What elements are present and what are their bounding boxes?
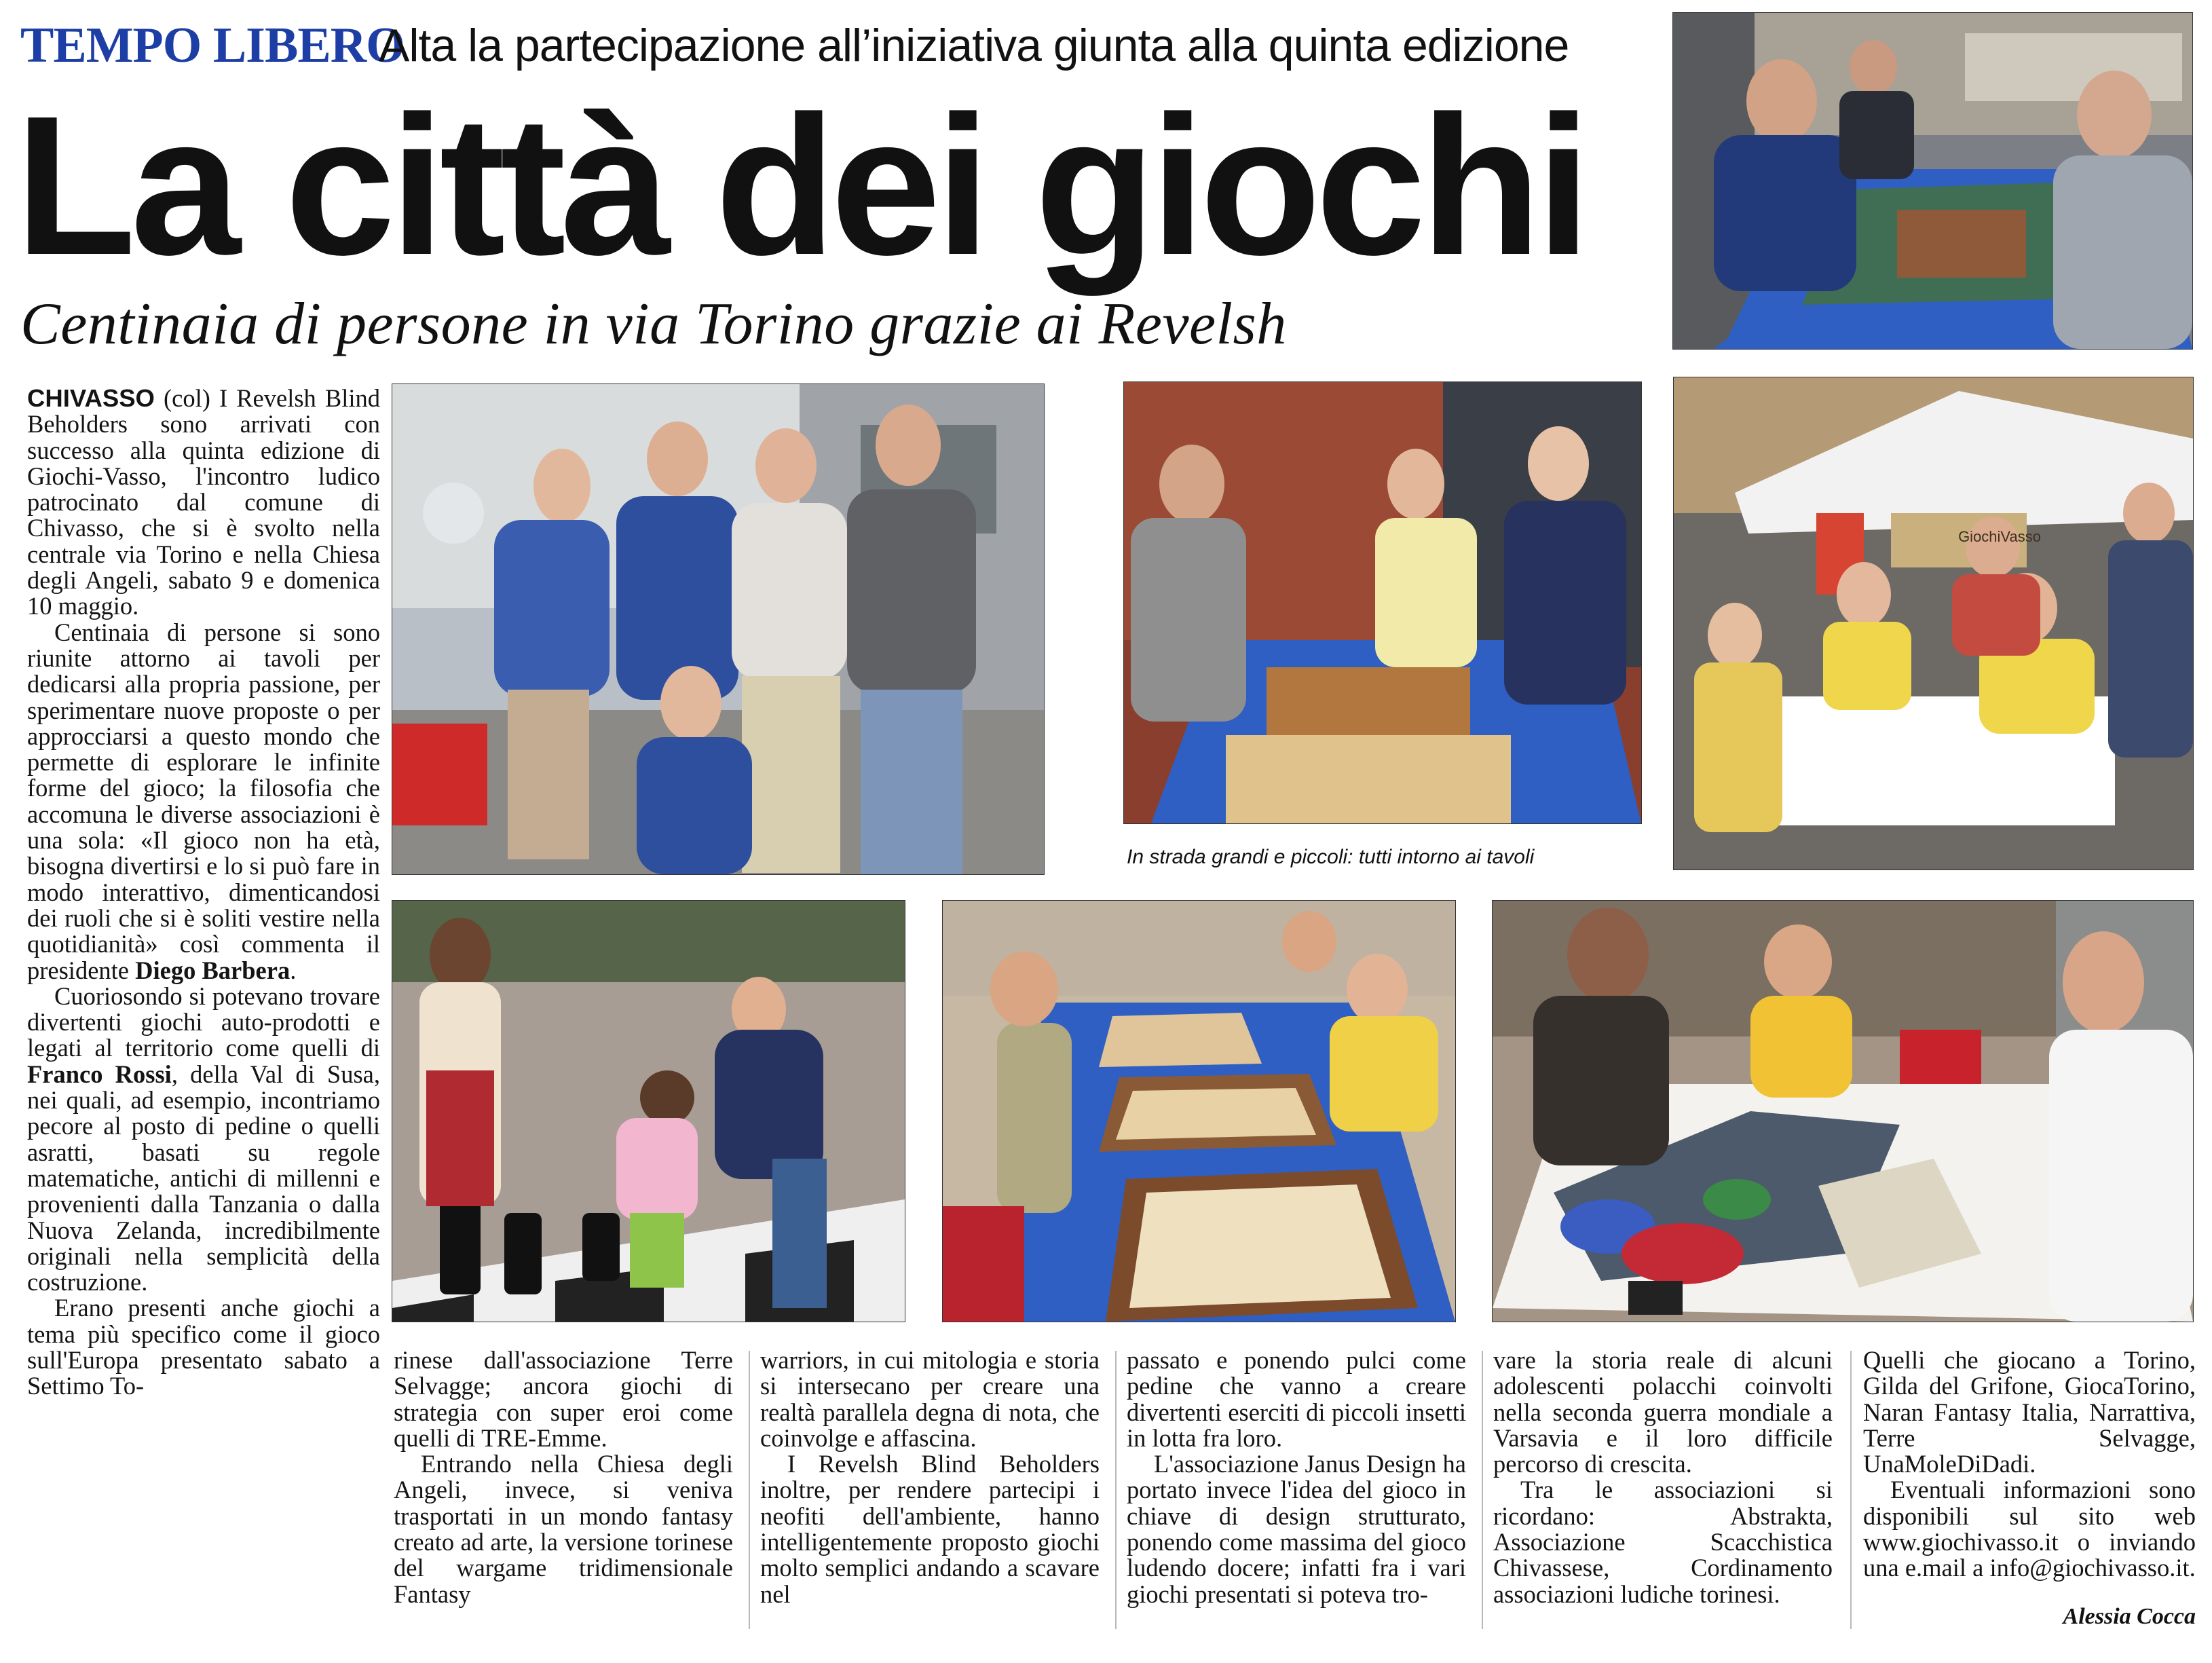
photo-wooden-games: [1123, 381, 1642, 824]
tent-sign: GiochiVasso: [1958, 528, 2041, 545]
article-column-3: [760, 1347, 1100, 1632]
headline: La città dei giochi: [15, 75, 1586, 296]
paragraph-c5-1: vare la storia reale di alcuni adolescenti polacchi coinvolti nella seconda guerra mondiale a Varsavia e il loro difficile percorso di crescita.: [1493, 1347, 1833, 1478]
photo-boardgame-table: [1672, 12, 2193, 350]
person-name-author: Franco Rossi: [27, 1060, 172, 1088]
paragraph-c2-1: rinese dall'associazione Terre Selvagge; ancora giochi di strategia con super eroi come quelli di TRE-Emme.: [394, 1347, 733, 1452]
article-column-5: [1493, 1347, 1833, 1632]
photo-giant-chess: [392, 900, 905, 1322]
paragraph-c6-2: Eventuali informazioni sono disponibili sul sito web www.giochivasso.it o inviando una e.mail a info@giochivasso.it.: [1863, 1476, 2196, 1582]
paragraph-2: Centinaia di persone si sono riunite attorno ai tavoli per dedicarsi alla propria passione, per sperimentare nuove proposte o per approcciarsi a questo mondo che permette di esplorare le infinite forme del gioco; la filosofia che accomuna le diverse associazioni è una sola: «Il gioco non ha età, bisogna divertirsi e lo si può fare in modo interattivo, dimenticandosi dei ruoli che si è soliti vestire nella quotidianità» così commenta il presidente: [27, 618, 380, 984]
article-column-1: CHIVASSO (col) I Revelsh Blind Beholders sono arrivati con successo alla quinta edizione di Giochi-Vasso, l'incontro ludico patrocinato dal comune di Chivasso, che si è svolto nella centrale via Torino e nella Chiesa degli Angeli, sabato 9 e domenica 10 maggio. Centinaia di persone si sono riunite attorno ai tavoli per dedicarsi alla propria passione, per sperimentare nuove proposte o per approcciarsi a questo mondo che permette di esplorare le infinite forme del gioco; la filosofia che accomuna le diverse associazioni è una sola: «Il gioco non ha età, bisogna divertirsi e lo si può fare in modo interattivo, dimenticandosi dei ruoli che si è soliti vestire nella quotidianità» così commenta il presidente Diego Barbera. Cuoriosondo si potevano trovare divertenti giochi auto-prodotti e legati al territorio come quelli di Franco Rossi, della Val di Susa, nei quali, ad esempio, incontriamo pecore al posto di pedine o quelli asratti, basati su regole matematiche, antichi di millenni e provenienti dalla Tanzania o dalla Nuova Zelanda, incredibilmente originali nella semplicità della costruzione. Erano presenti anche giochi a tema più specifico come il gioco sull'Europa presentato sabato a Settimo To-: [27, 386, 380, 1400]
paragraph-3a: Cuoriosondo si potevano trovare divertenti giochi auto-prodotti e legati al territorio come quelli di: [27, 982, 380, 1062]
dateline: CHIVASSO: [27, 386, 155, 412]
photo-tent: [1673, 377, 2194, 870]
person-name-president: Diego Barbera: [135, 956, 290, 984]
article-column-2: [394, 1347, 733, 1632]
article-column-6: [1863, 1347, 2196, 1612]
paragraph-c4-2: L'associazione Janus Design ha portato invece l'idea del gioco in chiave di design strutturato, ponendo come massima del gioco ludendo docere; infatti fra i vari giochi presentati si poteva tro-: [1127, 1450, 1466, 1608]
deck: Centinaia di persone in via Torino grazie ai Revelsh: [20, 291, 1287, 357]
photo-group-portrait: [392, 384, 1045, 875]
paragraph-c5-2: Tra le associazioni si ricordano: Abstrakta, Associazione Scacchistica Chivassese, Cordinamento associazioni ludiche torinesi.: [1493, 1476, 1833, 1608]
photo-wargame: [1492, 900, 2194, 1322]
section-label: TEMPO LIBERO: [20, 18, 405, 73]
paragraph-4: Erano presenti anche giochi a tema più specifico come il gioco sull'Europa presentato sabato a Settimo To-: [27, 1294, 380, 1400]
column-rule: [749, 1351, 750, 1629]
paragraph-c2-2: Entrando nella Chiesa degli Angeli, invece, si veniva trasportati in un mondo fantasy creato ad arte, la versione torinese del wargame tridimensionale Fantasy: [394, 1450, 733, 1608]
column-rule: [1850, 1351, 1852, 1629]
paragraph-c3-1: warriors, in cui mitologia e storia si intersecano per creare una realtà parallela degna di nota, che coinvolge e affascina.: [760, 1347, 1100, 1452]
column-rule: [1482, 1351, 1483, 1629]
subheadline: Alta la partecipazione all’iniziativa giunta alla quinta edizione: [379, 20, 1569, 71]
paragraph-c6-1: Quelli che giocano a Torino, Gilda del Grifone, GiocaTorino, Naran Fantasy Italia, Narrattiva, Terre Selvagge, UnaMoleDiDadi.: [1863, 1347, 2196, 1478]
paragraph-3b: , della Val di Susa, nei quali, ad esempio, incontriamo pecore al posto di pedine o quelli asratti, basati su regole matematiche, antichi di millenni e provenienti dalla Tanzania o dalla Nuova Zelanda, incredibilmente originali nella semplicità della costruzione.: [27, 1060, 380, 1296]
photo-caption: In strada grandi e piccoli: tutti intorno ai tavoli: [1127, 846, 1535, 868]
paragraph-1: (col) I Revelsh Blind Beholders sono arrivati con successo alla quinta edizione di Giochi-Vasso, l'incontro ludico patrocinato dal comune di Chivasso, che si è svolto nella centrale via Torino e nella Chiesa degli Angeli, sabato 9 e domenica 10 maggio.: [27, 386, 380, 620]
paragraph-c4-1: passato e ponendo pulci come pedine che vanno a creare divertenti eserciti di piccoli insetti in lotta fra loro.: [1127, 1347, 1466, 1452]
column-rule: [1115, 1351, 1117, 1629]
article-column-4: [1127, 1347, 1466, 1632]
byline: Alessia Cocca: [2063, 1604, 2196, 1629]
paragraph-c3-2: I Revelsh Blind Beholders inoltre, per rendere partecipi i neofiti dell'ambiente, hanno intelligentemente proposto giochi molto semplici andando a scavare nel: [760, 1450, 1100, 1608]
photo-chess-tables: [942, 900, 1456, 1322]
